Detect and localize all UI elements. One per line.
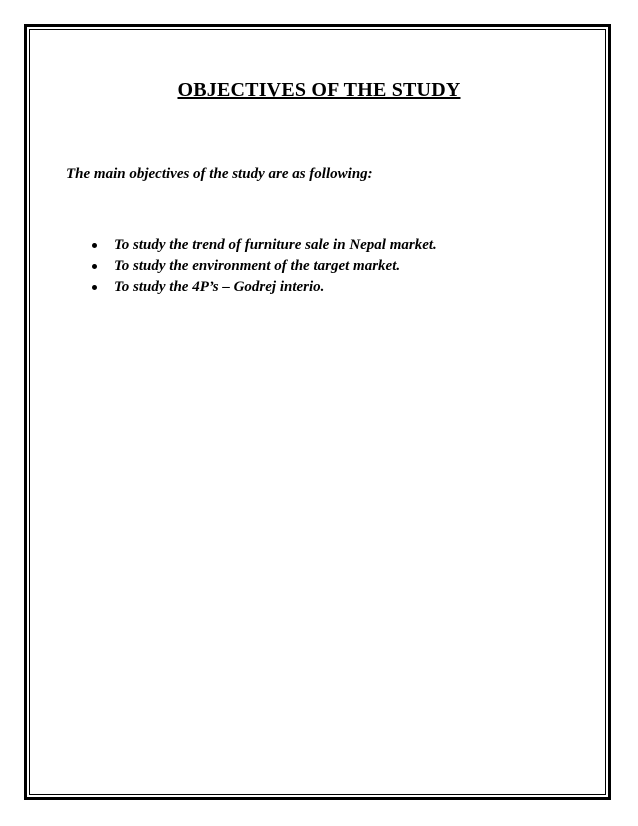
list-item bbox=[92, 256, 437, 277]
page-border bbox=[24, 24, 611, 800]
objectives-list bbox=[92, 235, 437, 298]
list-item bbox=[92, 277, 437, 298]
bullet-icon bbox=[92, 264, 97, 269]
page-border-inner bbox=[29, 29, 606, 795]
list-item-text: To study the 4P’s – Godrej interio. bbox=[114, 279, 325, 295]
bullet-icon bbox=[92, 243, 97, 248]
bullet-icon bbox=[92, 285, 97, 290]
list-item bbox=[92, 235, 437, 256]
page-title: OBJECTIVES OF THE STUDY bbox=[177, 79, 461, 101]
list-item-text: To study the environment of the target market. bbox=[114, 258, 401, 274]
intro-text: The main objectives of the study are as following: bbox=[66, 166, 373, 182]
list-item-text: To study the trend of furniture sale in Nepal market. bbox=[114, 237, 437, 253]
